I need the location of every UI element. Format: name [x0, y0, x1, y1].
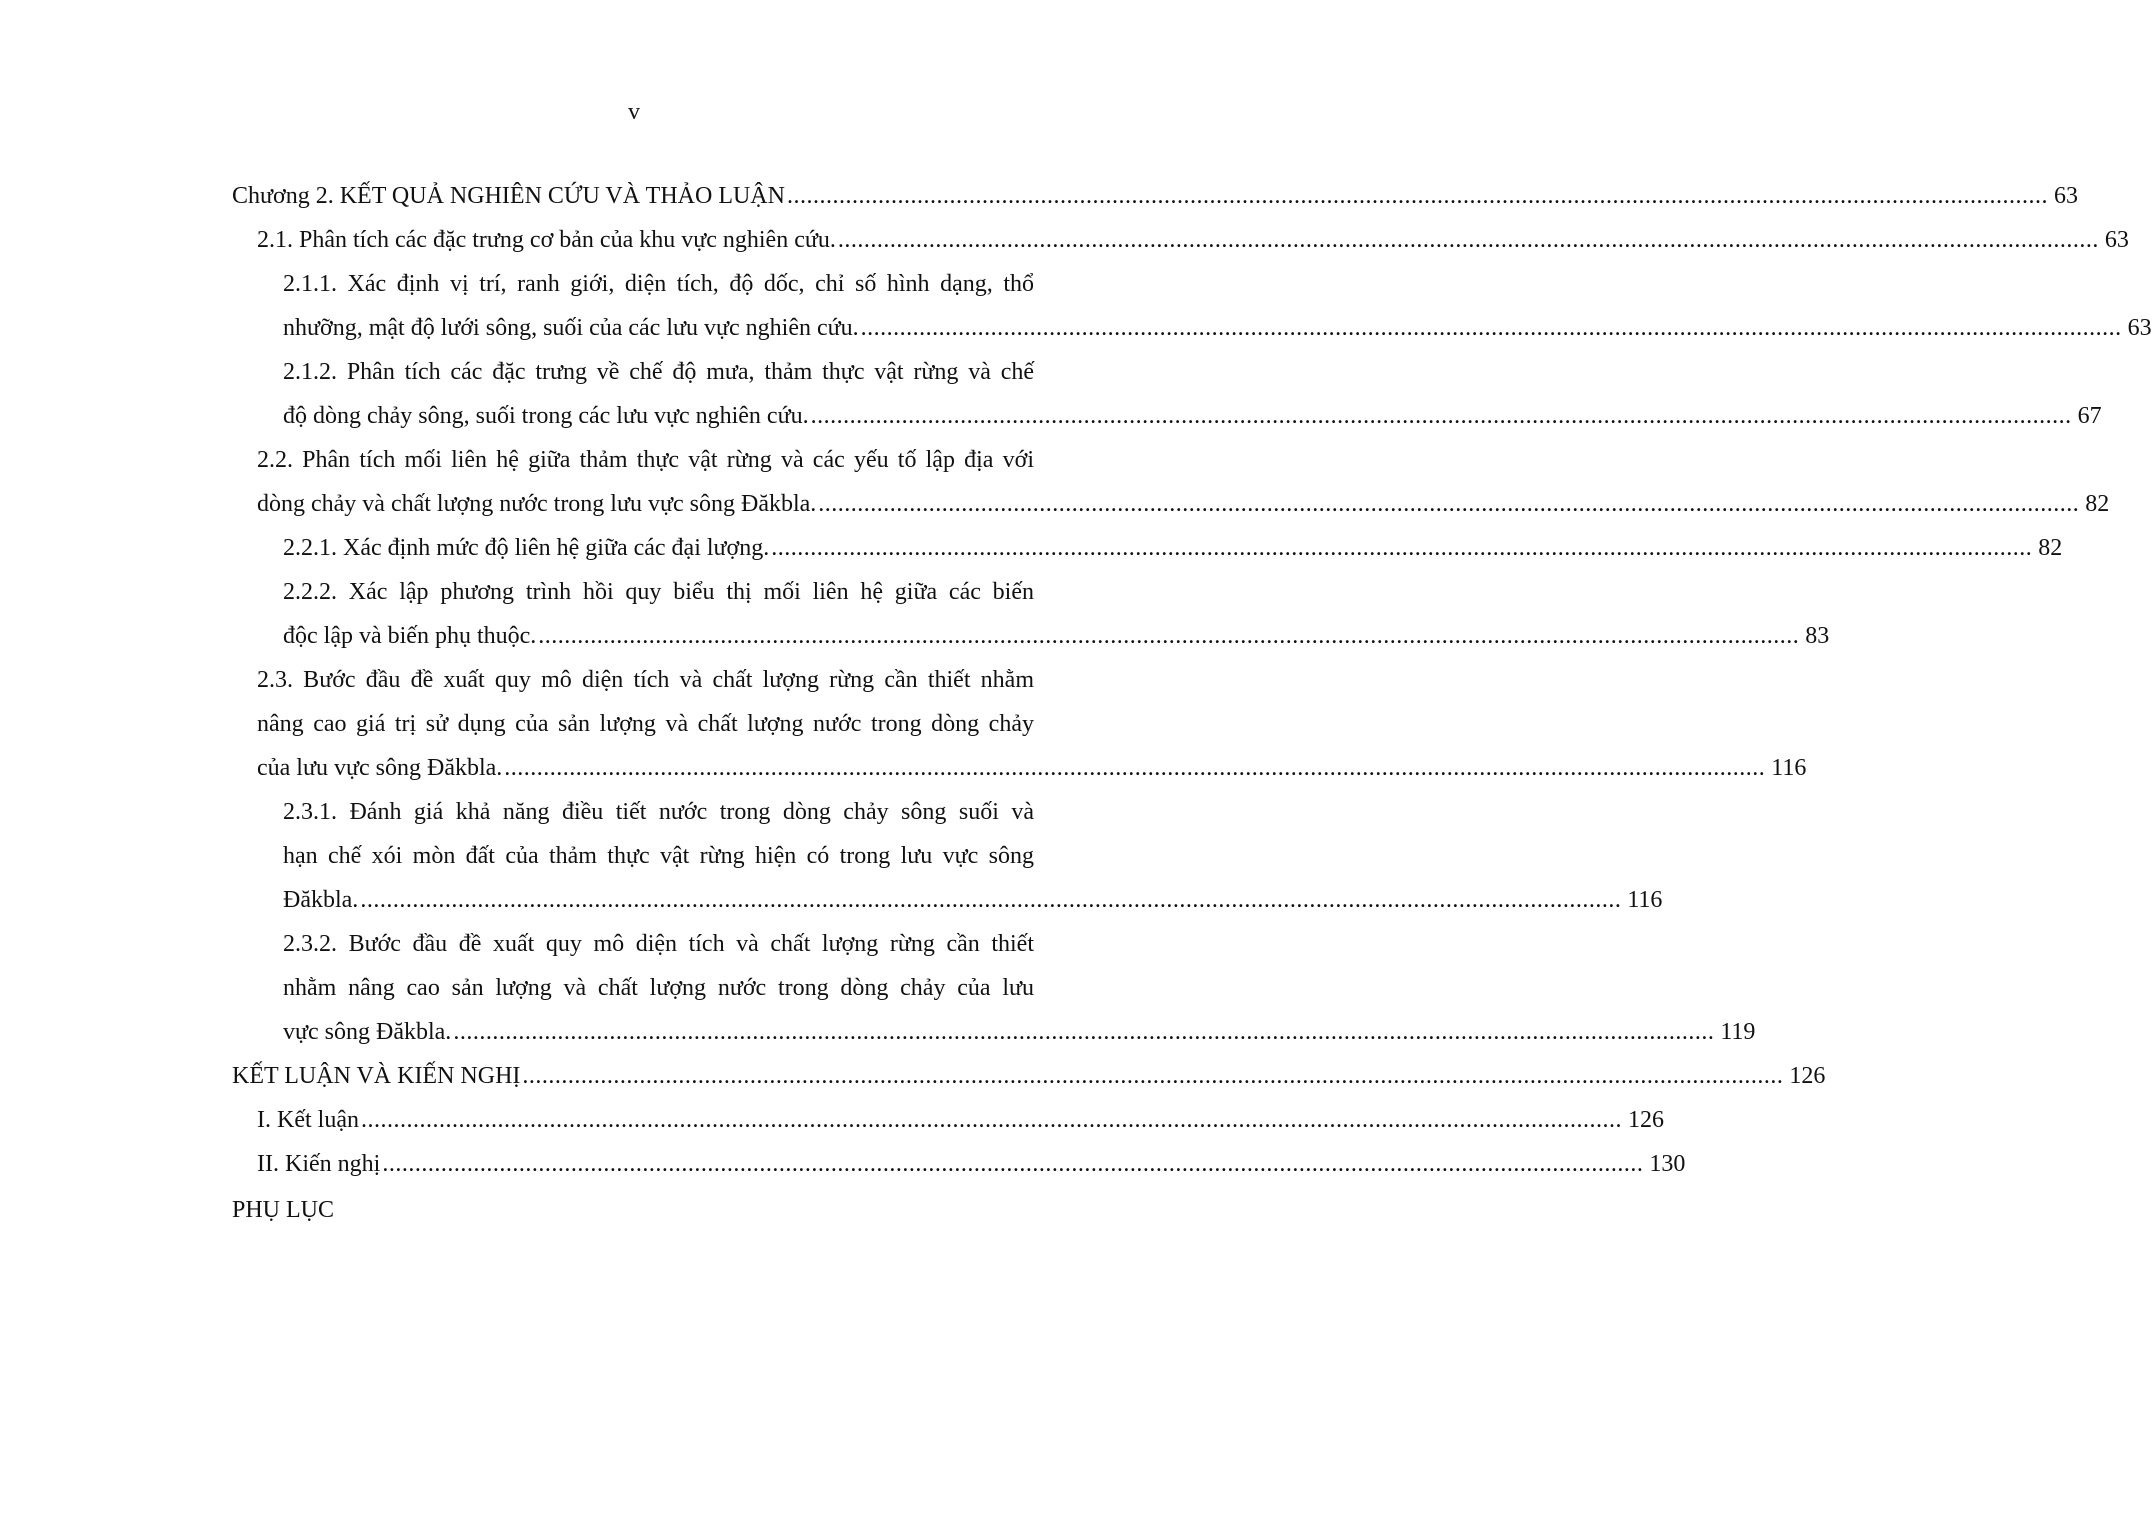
toc-entry-2-1[interactable]	[257, 218, 2129, 262]
dot-leader: ..................................................................................................................................................................................................	[860, 315, 2122, 341]
toc-entry-2-3-2-line1[interactable]: 2.3.2. Bước đầu đề xuất quy mô diện tích và chất lượng rừng cần thiết	[283, 931, 1034, 957]
dot-leader: ..................................................................................................................................................................................................	[538, 623, 1800, 649]
toc-entry-page: 63	[2127, 315, 2152, 341]
toc-entry-2-2-2-line1[interactable]: 2.2.2. Xác lập phương trình hồi quy biểu thị mối liên hệ giữa các biến	[283, 579, 1034, 605]
toc-entry-page: 126	[1627, 1107, 1664, 1133]
toc-entry-title: Chương 2. KẾT QUẢ NGHIÊN CỨU VÀ THẢO LUẬN	[232, 183, 785, 209]
toc-entry-page: 119	[1720, 1019, 1756, 1045]
toc-entry-title: nhưỡng, mật độ lưới sông, suối của các lưu vực nghiên cứu.	[283, 315, 859, 341]
toc-entry-2-3-1-line1[interactable]: 2.3.1. Đánh giá khả năng điều tiết nước trong dòng chảy sông suối và	[283, 799, 1034, 825]
dot-leader: ..................................................................................................................................................................................................	[786, 183, 2048, 209]
toc-entry-page: 116	[1627, 887, 1663, 913]
toc-entry-2-1-2-line1[interactable]: 2.1.2. Phân tích các đặc trưng về chế độ mưa, thảm thực vật rừng và chế	[283, 359, 1034, 385]
toc-entry-title: của lưu vực sông Đăkbla.	[257, 755, 503, 781]
dot-leader: ..................................................................................................................................................................................................	[382, 1151, 1644, 1177]
dot-leader: ..................................................................................................................................................................................................	[810, 403, 2072, 429]
toc-entry-title: vực sông Đăkbla.	[283, 1019, 452, 1045]
toc-entry-page: 82	[2085, 491, 2110, 517]
toc-entry-page: 116	[1771, 755, 1807, 781]
toc-entry-2-1-1-line2[interactable]	[283, 306, 2152, 350]
toc-entry-title: độc lập và biến phụ thuộc.	[283, 623, 537, 649]
toc-entry-page: 63	[2053, 183, 2078, 209]
toc-entry-2-2-1[interactable]	[283, 526, 2063, 570]
toc-entry-2-3-1-line3[interactable]	[283, 878, 1663, 922]
toc-entry-2-3-2-line3[interactable]	[283, 1010, 1756, 1054]
dot-leader: ..................................................................................................................................................................................................	[360, 1107, 1622, 1133]
dot-leader: ..................................................................................................................................................................................................	[504, 755, 1766, 781]
toc-entry-appendix[interactable]: PHỤ LỤC	[232, 1197, 335, 1223]
toc-entry-2-3-2-line2[interactable]: nhằm nâng cao sản lượng và chất lượng nước trong dòng chảy của lưu	[283, 975, 1034, 1001]
toc-entry-2-2-line2[interactable]	[257, 482, 2110, 526]
toc-entry-2-3-line1[interactable]: 2.3. Bước đầu đề xuất quy mô diện tích và chất lượng rừng cần thiết nhằm	[257, 667, 1034, 693]
dot-leader: ..................................................................................................................................................................................................	[837, 227, 2099, 253]
dot-leader: ..................................................................................................................................................................................................	[818, 491, 2080, 517]
toc-entry-2-3-line2[interactable]: nâng cao giá trị sử dụng của sản lượng và chất lượng nước trong dòng chảy	[257, 711, 1034, 737]
toc-entry-page: 126	[1789, 1063, 1826, 1089]
toc-entry-title: 2.1. Phân tích các đặc trưng cơ bản của khu vực nghiên cứu.	[257, 227, 836, 253]
dot-leader: ..................................................................................................................................................................................................	[522, 1063, 1784, 1089]
toc-entry-title: độ dòng chảy sông, suối trong các lưu vực nghiên cứu.	[283, 403, 809, 429]
toc-entry-page: 83	[1805, 623, 1830, 649]
toc-entry-title: Đăkbla.	[283, 887, 359, 913]
toc-entry-2-3-line3[interactable]	[257, 746, 1807, 790]
page-number: v	[628, 99, 640, 125]
toc-entry-2-1-2-line2[interactable]	[283, 394, 2102, 438]
toc-entry-page: 82	[2038, 535, 2063, 561]
dot-leader: ..................................................................................................................................................................................................	[360, 887, 1622, 913]
toc-entry-2-3-1-line2[interactable]: hạn chế xói mòn đất của thảm thực vật rừng hiện có trong lưu vực sông	[283, 843, 1034, 869]
toc-entry-conclusion-i[interactable]	[257, 1098, 1664, 1142]
toc-entry-page: 63	[2104, 227, 2129, 253]
toc-entry-page: 67	[2077, 403, 2102, 429]
dot-leader: ..................................................................................................................................................................................................	[453, 1019, 1715, 1045]
toc-entry-title: I. Kết luận	[257, 1107, 359, 1133]
toc-entry-2-1-1-line1[interactable]: 2.1.1. Xác định vị trí, ranh giới, diện tích, độ dốc, chỉ số hình dạng, thổ	[283, 271, 1034, 297]
toc-entry-2-2-line1[interactable]: 2.2. Phân tích mối liên hệ giữa thảm thực vật rừng và các yếu tố lập địa với	[257, 447, 1034, 473]
toc-entry-title: 2.2.1. Xác định mức độ liên hệ giữa các đại lượng.	[283, 535, 770, 561]
toc-entry-title: KẾT LUẬN VÀ KIẾN NGHỊ	[232, 1063, 521, 1089]
toc-entry-title: dòng chảy và chất lượng nước trong lưu vực sông Đăkbla.	[257, 491, 817, 517]
toc-entry-conclusions[interactable]	[232, 1054, 1826, 1098]
toc-entry-chapter-2[interactable]	[232, 174, 2078, 218]
dot-leader: ..................................................................................................................................................................................................	[771, 535, 2033, 561]
toc-entry-2-2-2-line2[interactable]	[283, 614, 1830, 658]
toc-entry-title: II. Kiến nghị	[257, 1151, 381, 1177]
toc-entry-page: 130	[1649, 1151, 1686, 1177]
toc-entry-recommendations-ii[interactable]	[257, 1142, 1686, 1186]
